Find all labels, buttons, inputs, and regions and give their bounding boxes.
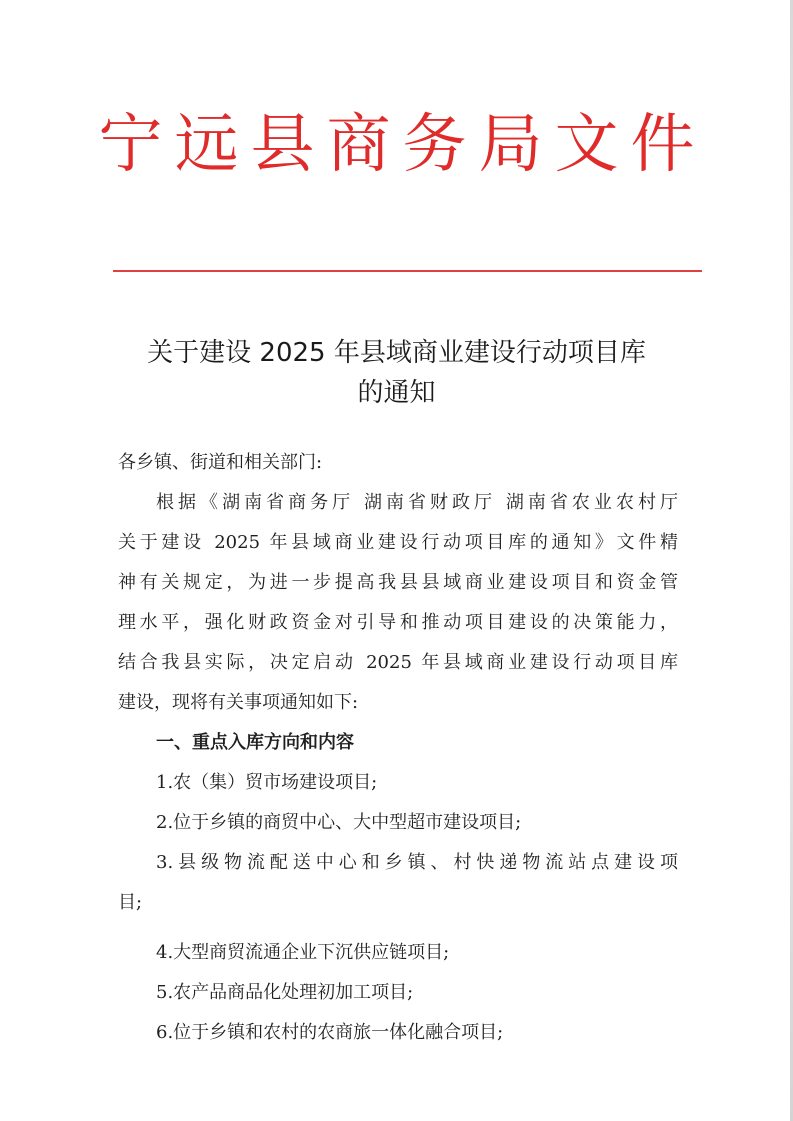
- paragraph-1-line-2: 关于建设 2025 年县域商业建设行动项目库的通知》文件精: [118, 532, 678, 553]
- notice-title: [0, 333, 793, 413]
- paragraph-1-line-4: 理水平，强化财政资金对引导和推动项目建设的决策能力，: [118, 612, 678, 633]
- paragraph-1-line-3: 神有关规定，为进一步提高我县县域商业建设项目和资金管: [118, 572, 678, 593]
- list-item: 1.农（集）贸市场建设项目;: [156, 772, 378, 793]
- header-red-rule: [113, 270, 702, 272]
- list-item: 3.县级物流配送中心和乡镇、村快递物流站点建设项: [156, 852, 678, 873]
- section-1-list: [118, 763, 678, 1053]
- notice-title-line-2: 的通知: [357, 378, 436, 408]
- salutation: 各乡镇、街道和相关部门:: [118, 452, 323, 473]
- paragraph-1-line-1: 根据《湖南省商务厅 湖南省财政厅 湖南省农业农村厅: [156, 492, 678, 513]
- document-body: [118, 443, 678, 1053]
- paragraph-1-line-6: 建设，现将有关事项通知如下:: [118, 692, 359, 713]
- section-1-heading: 一、重点入库方向和内容: [156, 732, 354, 753]
- list-item: 2.位于乡镇的商贸中心、大中型超市建设项目;: [156, 812, 522, 833]
- list-item-continuation: 目;: [118, 892, 143, 913]
- list-item: 6.位于乡镇和农村的农商旅一体化融合项目;: [156, 1022, 504, 1043]
- list-item: 4.大型商贸流通企业下沉供应链项目;: [156, 942, 450, 963]
- document-header-title: 宁远县商务局文件: [98, 108, 707, 182]
- paragraph-1: [118, 483, 678, 723]
- notice-title-line-1: 关于建设 2025 年县域商业建设行动项目库: [147, 338, 646, 368]
- paragraph-1-line-5: 结合我县实际，决定启动 2025 年县域商业建设行动项目库: [118, 652, 678, 673]
- list-item: 5.农产品商品化处理初加工项目;: [156, 982, 414, 1003]
